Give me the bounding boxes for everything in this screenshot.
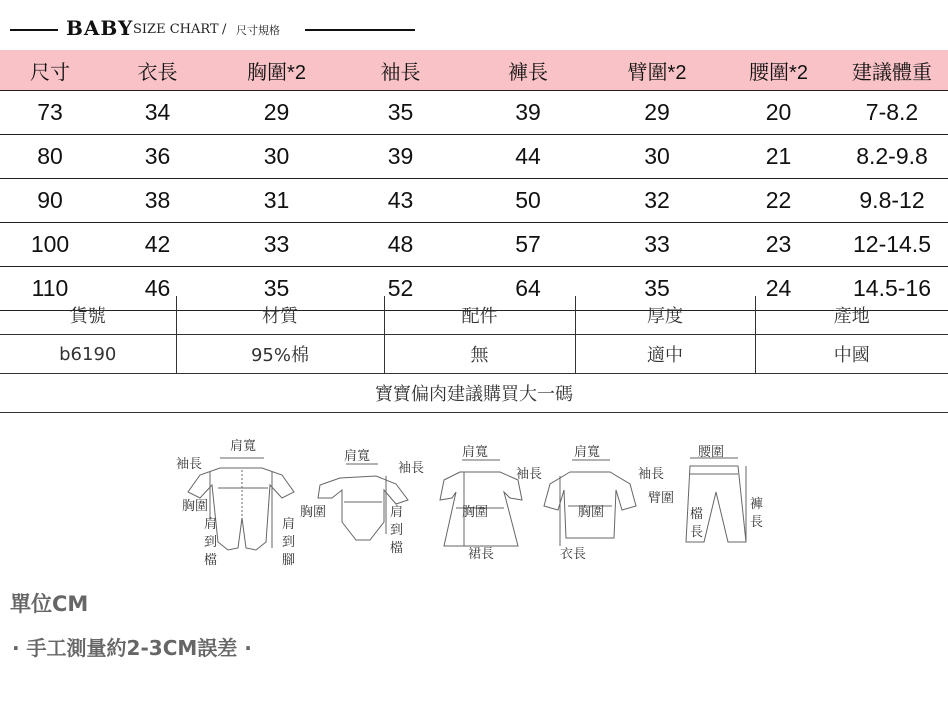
- table-cell: 32: [593, 179, 721, 223]
- g1-sleeve-label: 袖長: [176, 457, 203, 472]
- g5-pants-1: 褲: [750, 497, 764, 512]
- info-value-thickness: 適中: [575, 335, 755, 374]
- size-table: [0, 50, 948, 311]
- table-row: [0, 91, 948, 135]
- table-row: [0, 179, 948, 223]
- info-header-origin: 產地: [755, 296, 948, 335]
- table-cell: 29: [593, 91, 721, 135]
- size-chart-subtitle: SIZE CHART: [133, 22, 219, 37]
- table-cell: 30: [593, 135, 721, 179]
- g2-shoulder-label: 肩寬: [344, 449, 371, 464]
- table-cell: 44: [463, 135, 593, 179]
- col-header-length: 衣長: [100, 50, 215, 91]
- header-separator: /: [222, 22, 227, 37]
- size-chart-subtitle-cn: 尺寸規格: [236, 24, 280, 37]
- product-info-table: [0, 296, 948, 413]
- g3-chest-label: 胸圍: [462, 505, 489, 520]
- g1-shoulder-label: 肩寬: [230, 439, 257, 454]
- col-header-chest: 胸圍*2: [215, 50, 338, 91]
- g1-s2c-3: 檔: [204, 553, 218, 568]
- col-header-sleeve: 袖長: [338, 50, 463, 91]
- info-value-row: [0, 335, 948, 374]
- g2-sleeve-label: 袖長: [398, 461, 425, 476]
- g1-s2c-2: 到: [204, 535, 218, 550]
- dress-diagram: [440, 460, 522, 546]
- info-header-accessory: 配件: [384, 296, 575, 335]
- g5-waist-label: 腰圍: [698, 445, 725, 460]
- g5-pants-2: 長: [750, 515, 764, 530]
- table-cell: 9.8-12: [836, 179, 948, 223]
- table-cell: 22: [721, 179, 836, 223]
- table-cell: 39: [463, 91, 593, 135]
- g5-crotch-1: 檔: [690, 507, 704, 522]
- table-cell: 29: [215, 91, 338, 135]
- table-cell: 52: [338, 267, 463, 311]
- table-cell: 35: [338, 91, 463, 135]
- g4-arm-label: 臂圍: [648, 491, 675, 506]
- g3-sleeve-label: 袖長: [516, 467, 543, 482]
- info-note-row: [0, 374, 948, 413]
- info-header-item-no: 貨號: [0, 296, 176, 335]
- table-cell: 42: [100, 223, 215, 267]
- table-cell: 12-14.5: [836, 223, 948, 267]
- measurement-error-note: · 手工測量約2-3CM誤差 ·: [12, 636, 252, 660]
- g4-shoulder-label: 肩寬: [574, 445, 601, 460]
- table-cell: 34: [100, 91, 215, 135]
- g1-s2c-1: 肩: [204, 517, 218, 532]
- g4-sleeve-label: 袖長: [638, 467, 665, 482]
- info-value-item-no: b6190: [0, 335, 176, 374]
- col-header-pants: 褲長: [463, 50, 593, 91]
- table-cell: 73: [0, 91, 100, 135]
- g4-chest-label: 胸圍: [578, 505, 605, 520]
- header-rule-left: [10, 29, 58, 31]
- table-row: [0, 223, 948, 267]
- info-header-material: 材質: [176, 296, 384, 335]
- table-cell: 30: [215, 135, 338, 179]
- info-value-material: 95%棉: [176, 335, 384, 374]
- g2-s2c-2: 到: [390, 523, 404, 538]
- col-header-size: 尺寸: [0, 50, 100, 91]
- info-value-accessory: 無: [384, 335, 575, 374]
- info-header-row: [0, 296, 948, 335]
- table-cell: 57: [463, 223, 593, 267]
- g2-s2c-3: 檔: [390, 541, 404, 556]
- table-cell: 33: [215, 223, 338, 267]
- brand-title: BABY: [66, 16, 134, 40]
- measurement-diagram-svg: [160, 430, 780, 580]
- table-cell: 110: [0, 267, 100, 311]
- table-cell: 33: [593, 223, 721, 267]
- g3-skirt-label: 裙長: [468, 547, 495, 562]
- table-cell: 24: [721, 267, 836, 311]
- table-cell: 48: [338, 223, 463, 267]
- top-diagram: [544, 460, 636, 546]
- table-cell: 14.5-16: [836, 267, 948, 311]
- g1-s2f-2: 到: [282, 535, 296, 550]
- table-cell: 35: [215, 267, 338, 311]
- info-value-origin: 中國: [755, 335, 948, 374]
- table-cell: 80: [0, 135, 100, 179]
- table-cell: 50: [463, 179, 593, 223]
- table-cell: 46: [100, 267, 215, 311]
- col-header-weight: 建議體重: [836, 50, 948, 91]
- table-cell: 39: [338, 135, 463, 179]
- measurement-diagrams: [160, 430, 780, 580]
- table-cell: 23: [721, 223, 836, 267]
- col-header-arm: 臂圍*2: [593, 50, 721, 91]
- table-cell: 7-8.2: [836, 91, 948, 135]
- chart-header: [0, 14, 420, 44]
- size-advice-note: 寶寶偏肉建議購買大一碼: [0, 374, 948, 413]
- unit-label: 單位CM: [10, 592, 89, 616]
- g3-shoulder-label: 肩寬: [462, 445, 489, 460]
- g1-s2f-3: 腳: [282, 553, 296, 568]
- table-cell: 90: [0, 179, 100, 223]
- g2-chest-label: 胸圍: [300, 505, 327, 520]
- g4-length-label: 衣長: [560, 547, 587, 562]
- table-cell: 36: [100, 135, 215, 179]
- table-cell: 35: [593, 267, 721, 311]
- table-cell: 20: [721, 91, 836, 135]
- size-table-header: [0, 50, 948, 91]
- table-cell: 8.2-9.8: [836, 135, 948, 179]
- table-cell: 64: [463, 267, 593, 311]
- g1-s2f-1: 肩: [282, 517, 296, 532]
- header-rule-right: [305, 29, 415, 31]
- info-header-thickness: 厚度: [575, 296, 755, 335]
- col-header-waist: 腰圍*2: [721, 50, 836, 91]
- table-cell: 31: [215, 179, 338, 223]
- g5-crotch-2: 長: [690, 525, 704, 540]
- table-cell: 38: [100, 179, 215, 223]
- table-cell: 43: [338, 179, 463, 223]
- table-row: [0, 135, 948, 179]
- table-cell: 21: [721, 135, 836, 179]
- g1-chest-label: 胸圍: [182, 499, 209, 514]
- g2-s2c-1: 肩: [390, 505, 404, 520]
- table-cell: 100: [0, 223, 100, 267]
